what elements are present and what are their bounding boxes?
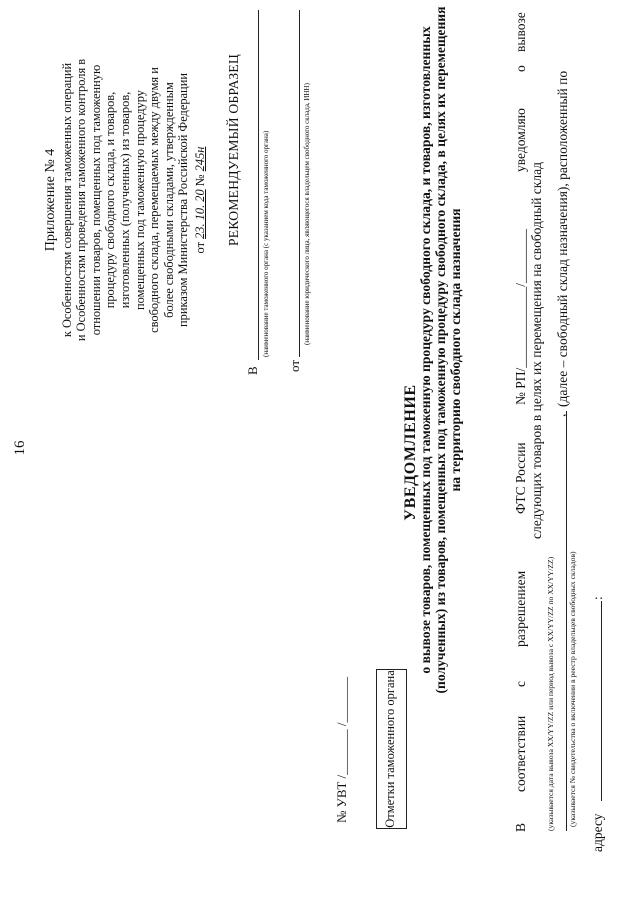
appendix-title: Приложение № 4 (43, 148, 58, 252)
subtitle-line: на территорию свободного склада назначения (448, 208, 464, 492)
body-word: о (513, 65, 528, 72)
to-label: В (245, 366, 260, 375)
to-caption: (наименование таможенного органа (с указанием кода таможенного органа) (262, 130, 270, 357)
appendix-line: свободного склада, перемещаемых между двумя и (147, 67, 162, 333)
page-number: 16 (12, 440, 28, 456)
appendix-line: приказом Министерства Российской Федерации (176, 73, 191, 327)
to-field[interactable] (258, 10, 259, 360)
notice-title: УВЕДОМЛЕНИЕ (402, 384, 419, 521)
appendix-line: и Особенностям проведения таможенного контроля в (74, 58, 89, 342)
notice-subtitle (418, 5, 464, 695)
subtitle-line: (полученных) из товаров, помещенных под таможенную процедуру свободного склада, в целях их перемещения (433, 6, 449, 694)
certificate-number-field[interactable] (566, 411, 567, 831)
body-word: уведомляю (513, 108, 528, 172)
order-date: 23. 10. 20 (192, 189, 207, 239)
address-label: адресу (590, 813, 605, 852)
appendix-line: изготовленных (полученных) из товаров, (117, 91, 132, 309)
order-date-line (193, 15, 208, 385)
appendix-line: отношении товаров, помещенных под таможенную (88, 64, 103, 336)
body-word: разрешением (513, 570, 528, 647)
body-line-2: следующих товаров в целях их перемещения на свободный склад (529, 162, 544, 539)
appendix-header (44, 15, 208, 385)
from-caption: (наименование юридического лица, являющегося владельцем свободного склада, ИНН) (303, 83, 311, 345)
address-colon: : (590, 596, 605, 600)
comma: , (553, 413, 568, 417)
appendix-line: процедуру свободного склада, и товаров, (103, 91, 118, 309)
body-line-3: (далее – свободный склад назначения), расположенный по (555, 70, 570, 407)
permit-number-field[interactable]: № РП/____________/________ (513, 228, 528, 405)
from-field[interactable] (299, 10, 300, 357)
export-date-caption: (указывается дата вывоза XX/YY/ZZ или период вывоза с XX/YY/ZZ по XX/YY/ZZ) (546, 556, 555, 831)
appendix-line: более свободными складами, утвержденным (161, 82, 176, 318)
body-word: В (513, 822, 528, 832)
body-word: вывозе (513, 12, 528, 52)
customs-marks-label: Отметки таможенного органа (383, 670, 397, 828)
recommended-sample-label: РЕКОМЕНДУЕМЫЙ ОБРАЗЕЦ (226, 54, 241, 247)
certificate-caption: (указывается № свидетельства о включении в реестр владельцев свободных складов) (568, 551, 577, 827)
address-field[interactable] (601, 601, 602, 801)
body-word: с (513, 681, 528, 687)
body-word: соответствии (513, 715, 528, 792)
appendix-line: помещенных под таможенную процедуру (132, 90, 147, 310)
subtitle-line: о вывозе товаров, помещенных под таможенную процедуру свободного склада, и товаров, изготовленных (418, 26, 433, 674)
appendix-line: к Особенностям совершения таможенных операций (59, 62, 74, 338)
body-word: ФТС России (513, 442, 528, 514)
number-sign: № (192, 174, 207, 187)
date-prefix: от (192, 242, 207, 254)
order-number: 245н (192, 146, 207, 172)
registration-number: № УВТ /_______ /_______ (334, 676, 349, 823)
from-label: от (287, 359, 302, 372)
